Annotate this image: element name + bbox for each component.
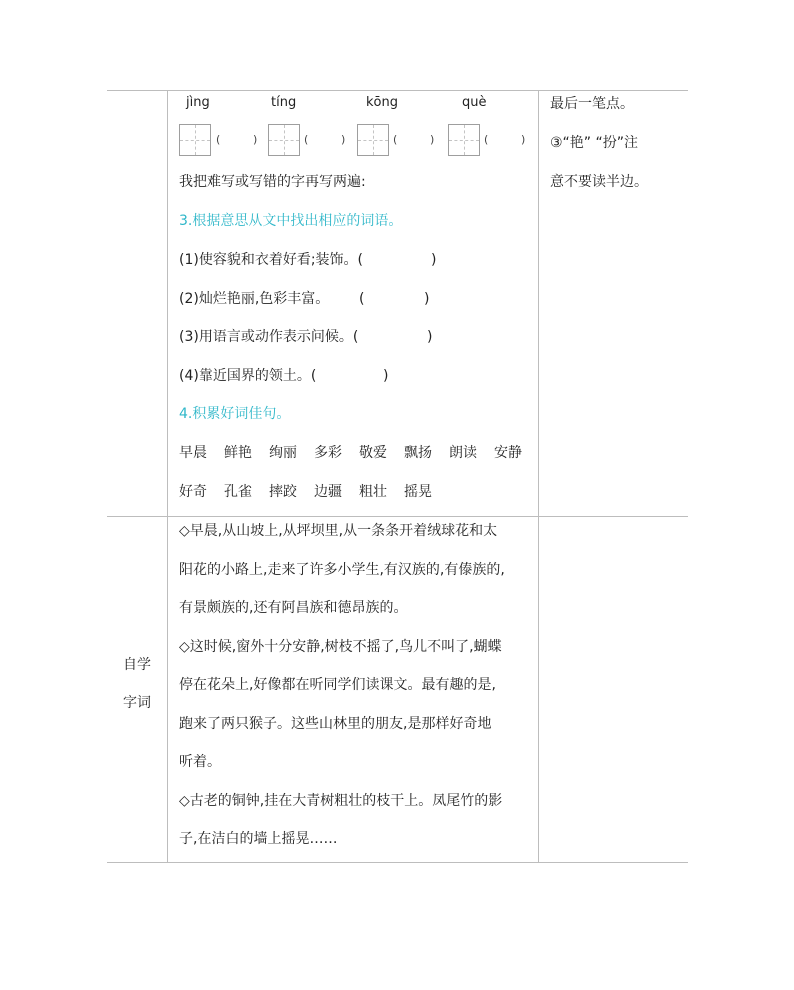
question-3-item-2-close: ): [424, 291, 430, 307]
word-item: 早晨: [179, 445, 207, 461]
paren-open-2: (: [304, 133, 309, 146]
word-item: 绚丽: [269, 445, 297, 461]
word-item: 孔雀: [224, 484, 252, 500]
passage-line-3: 有景颇族的,还有阿昌族和德昂族的。: [179, 600, 408, 616]
paren-close-1: ): [253, 133, 258, 146]
tianzige-box-2[interactable]: [268, 124, 300, 156]
row-divider: [107, 516, 688, 517]
passage-line-5: 停在花朵上,好像都在听同学们读课文。最有趣的是,: [179, 677, 496, 693]
word-item: 安静: [494, 445, 522, 461]
question-3-item-1-close: ): [431, 252, 437, 268]
table-top-border: [107, 90, 688, 91]
passage-line-8: ◇古老的铜钟,挂在大青树粗壮的枝干上。凤尾竹的影: [179, 793, 503, 809]
word-item: 鲜艳: [224, 445, 252, 461]
paren-close-4: ): [521, 133, 526, 146]
paren-open-4: (: [484, 133, 489, 146]
pinyin-1: jìng: [186, 95, 210, 110]
passage-line-9: 子,在洁白的墙上摇晃……: [179, 831, 338, 847]
question-3-item-1: (1)使容貌和衣着好看;装饰。(: [179, 252, 364, 268]
note-line-1: 最后一笔点。: [550, 96, 634, 112]
word-item: 朗读: [449, 445, 477, 461]
question-3-item-2-open: (: [359, 291, 365, 307]
word-item: 摇晃: [404, 484, 432, 500]
paren-open-1: (: [216, 133, 221, 146]
pinyin-2: tíng: [271, 95, 297, 110]
row-label-line-1: 自学: [123, 657, 151, 673]
column-divider-right: [538, 90, 539, 863]
pinyin-4: què: [462, 95, 487, 110]
paren-close-2: ): [341, 133, 346, 146]
question-3-item-3-close: ): [427, 329, 433, 345]
pinyin-3: kōng: [366, 95, 398, 110]
question-3-item-4: (4)靠近国界的领土。(: [179, 368, 317, 384]
question-3-item-3: (3)用语言或动作表示问候。(: [179, 329, 359, 345]
question-4-heading: 4.积累好词佳句。: [179, 406, 291, 422]
write-twice-prompt: 我把难写或写错的字再写两遍:: [179, 174, 366, 190]
tianzige-box-3[interactable]: [357, 124, 389, 156]
passage-line-4: ◇这时候,窗外十分安静,树枝不摇了,鸟儿不叫了,蝴蝶: [179, 639, 502, 655]
note-line-3: 意不要读半边。: [550, 174, 648, 190]
table-bottom-border: [107, 862, 688, 863]
passage-line-7: 听着。: [179, 754, 221, 770]
word-item: 粗壮: [359, 484, 387, 500]
column-divider-left: [167, 90, 168, 863]
paren-close-3: ): [430, 133, 435, 146]
note-line-2: ③“艳” “扮”注: [550, 135, 639, 151]
word-item: 摔跤: [269, 484, 297, 500]
word-item: 敬爱: [359, 445, 387, 461]
word-item: 飘扬: [404, 445, 432, 461]
word-item: 多彩: [314, 445, 342, 461]
word-item: 好奇: [179, 484, 207, 500]
tianzige-box-1[interactable]: [179, 124, 211, 156]
passage-line-1: ◇早晨,从山坡上,从坪坝里,从一条条开着绒球花和太: [179, 523, 498, 539]
question-3-item-4-close: ): [383, 368, 389, 384]
question-3-item-2: (2)灿烂艳丽,色彩丰富。: [179, 291, 330, 307]
passage-line-6: 跑来了两只猴子。这些山林里的朋友,是那样好奇地: [179, 716, 492, 732]
tianzige-box-4[interactable]: [448, 124, 480, 156]
paren-open-3: (: [393, 133, 398, 146]
question-3-heading: 3.根据意思从文中找出相应的词语。: [179, 213, 403, 229]
row-label-line-2: 字词: [123, 695, 151, 711]
passage-line-2: 阳花的小路上,走来了许多小学生,有汉族的,有傣族的,: [179, 562, 505, 578]
word-item: 边疆: [314, 484, 342, 500]
